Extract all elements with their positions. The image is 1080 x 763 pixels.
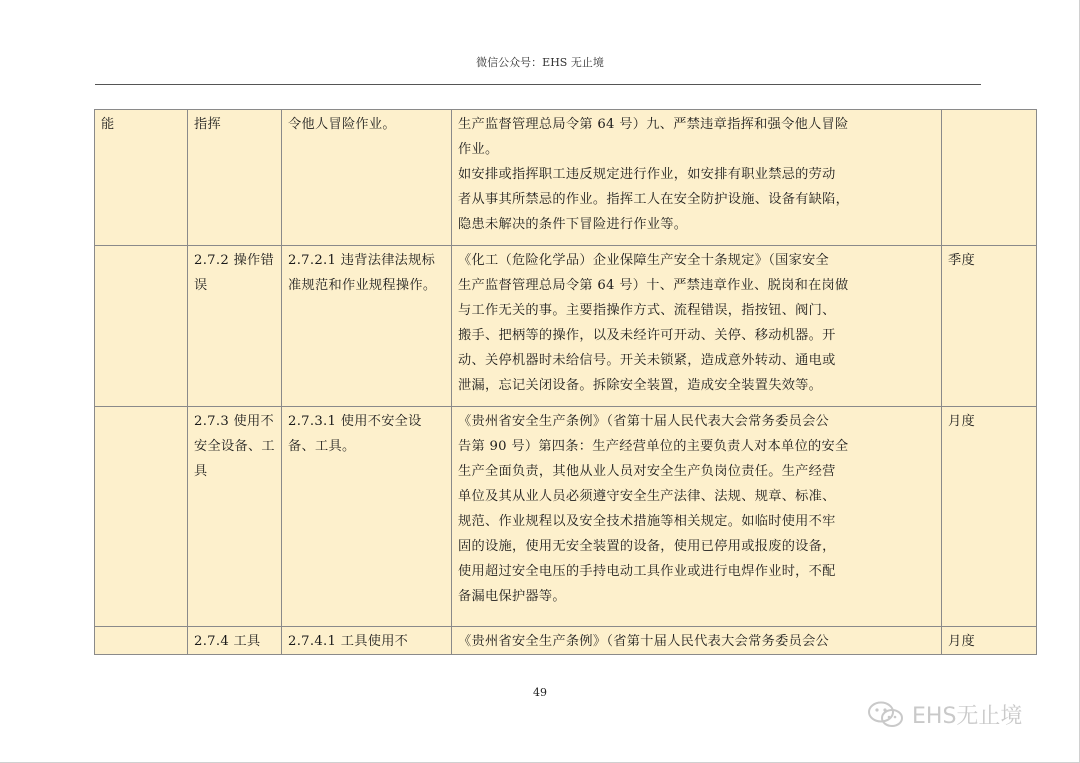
basis-line: 作业。 bbox=[458, 142, 499, 157]
frequency-text: 月度 bbox=[948, 414, 975, 429]
frequency-cell bbox=[942, 246, 1037, 407]
content-text: 2.7.3.1 使用不安全设备、工具。 bbox=[288, 414, 422, 454]
frequency-cell bbox=[942, 407, 1037, 627]
item-cell bbox=[188, 407, 282, 627]
content-text: 2.7.4.1 工具使用不 bbox=[288, 634, 409, 649]
header-divider bbox=[95, 84, 981, 85]
content-cell bbox=[282, 627, 452, 655]
basis-cell bbox=[452, 407, 942, 627]
frequency-cell bbox=[942, 627, 1037, 655]
basis-line: 《贵州省安全生产条例》（省第十届人民代表大会常务委员会公 bbox=[458, 634, 830, 649]
basis-cell bbox=[452, 627, 942, 655]
frequency-text: 月度 bbox=[948, 634, 975, 649]
watermark-text: EHS无止境 bbox=[912, 704, 1023, 729]
table-row bbox=[95, 246, 1037, 407]
category-cell bbox=[95, 407, 188, 627]
basis-line: 固的设施，使用无安全装置的设备，使用已停用或报废的设备， bbox=[458, 539, 836, 554]
basis-line: 规范、作业规程以及安全技术措施等相关规定。如临时使用不牢 bbox=[458, 514, 836, 529]
item-cell bbox=[188, 110, 282, 246]
basis-line: 《化工（危险化学品）企业保障生产安全十条规定》（国家安全 bbox=[458, 253, 830, 268]
item-text: 2.7.3 使用不安全设备、工具 bbox=[194, 414, 275, 479]
content-cell bbox=[282, 246, 452, 407]
basis-line: 生产监督管理总局令第 64 号）九、严禁违章指挥和强令他人冒险 bbox=[458, 117, 849, 132]
safety-regulation-table bbox=[94, 109, 1037, 655]
basis-line: 泄漏，忘记关闭设备。拆除安全装置，造成安全装置失效等。 bbox=[458, 378, 823, 393]
wechat-icon bbox=[866, 700, 906, 730]
basis-line: 告第 90 号）第四条：生产经营单位的主要负责人对本单位的安全 bbox=[458, 439, 849, 454]
content-cell bbox=[282, 110, 452, 246]
table-row bbox=[95, 110, 1037, 246]
page-number: 49 bbox=[533, 686, 547, 699]
basis-line: 单位及其从业人员必须遵守安全生产法律、法规、规章、标准、 bbox=[458, 489, 836, 504]
basis-line: 搬手、把柄等的操作，以及未经许可开动、关停、移动机器。开 bbox=[458, 328, 836, 343]
item-cell bbox=[188, 246, 282, 407]
category-cell bbox=[95, 246, 188, 407]
category-text: 能 bbox=[101, 117, 115, 132]
basis-line: 生产全面负责，其他从业人员对安全生产负岗位责任。生产经营 bbox=[458, 464, 836, 479]
category-cell bbox=[95, 627, 188, 655]
watermark bbox=[866, 699, 1022, 730]
basis-line: 备漏电保护器等。 bbox=[458, 589, 566, 604]
basis-line: 《贵州省安全生产条例》（省第十届人民代表大会常务委员会公 bbox=[458, 414, 830, 429]
basis-line: 如安排或指挥职工违反规定进行作业，如安排有职业禁忌的劳动 bbox=[458, 167, 836, 182]
frequency-cell bbox=[942, 110, 1037, 246]
item-cell bbox=[188, 627, 282, 655]
table-row bbox=[95, 627, 1037, 655]
basis-line: 与工作无关的事。主要指操作方式、流程错误，指按钮、阀门、 bbox=[458, 303, 836, 318]
content-cell bbox=[282, 407, 452, 627]
basis-line: 动、关停机器时未给信号。开关未锁紧，造成意外转动、通电或 bbox=[458, 353, 836, 368]
frequency-text: 季度 bbox=[948, 253, 975, 268]
content-text: 2.7.2.1 违背法律法规标准规范和作业规程操作。 bbox=[288, 253, 437, 293]
table-row bbox=[95, 407, 1037, 627]
item-text: 2.7.2 操作错误 bbox=[194, 253, 275, 293]
basis-cell bbox=[452, 110, 942, 246]
page-header-title: 微信公众号：EHS 无止境 bbox=[476, 56, 604, 69]
basis-line: 生产监督管理总局令第 64 号）十、严禁违章作业、脱岗和在岗做 bbox=[458, 278, 849, 293]
item-text: 指挥 bbox=[194, 117, 221, 132]
content-text: 令他人冒险作业。 bbox=[288, 117, 396, 132]
category-cell bbox=[95, 110, 188, 246]
basis-cell bbox=[452, 246, 942, 407]
item-text: 2.7.4 工具 bbox=[194, 634, 261, 649]
basis-line: 者从事其所禁忌的作业。指挥工人在安全防护设施、设备有缺陷， bbox=[458, 192, 850, 207]
basis-line: 使用超过安全电压的手持电动工具作业或进行电焊作业时，不配 bbox=[458, 564, 836, 579]
basis-line: 隐患未解决的条件下冒险进行作业等。 bbox=[458, 217, 688, 232]
